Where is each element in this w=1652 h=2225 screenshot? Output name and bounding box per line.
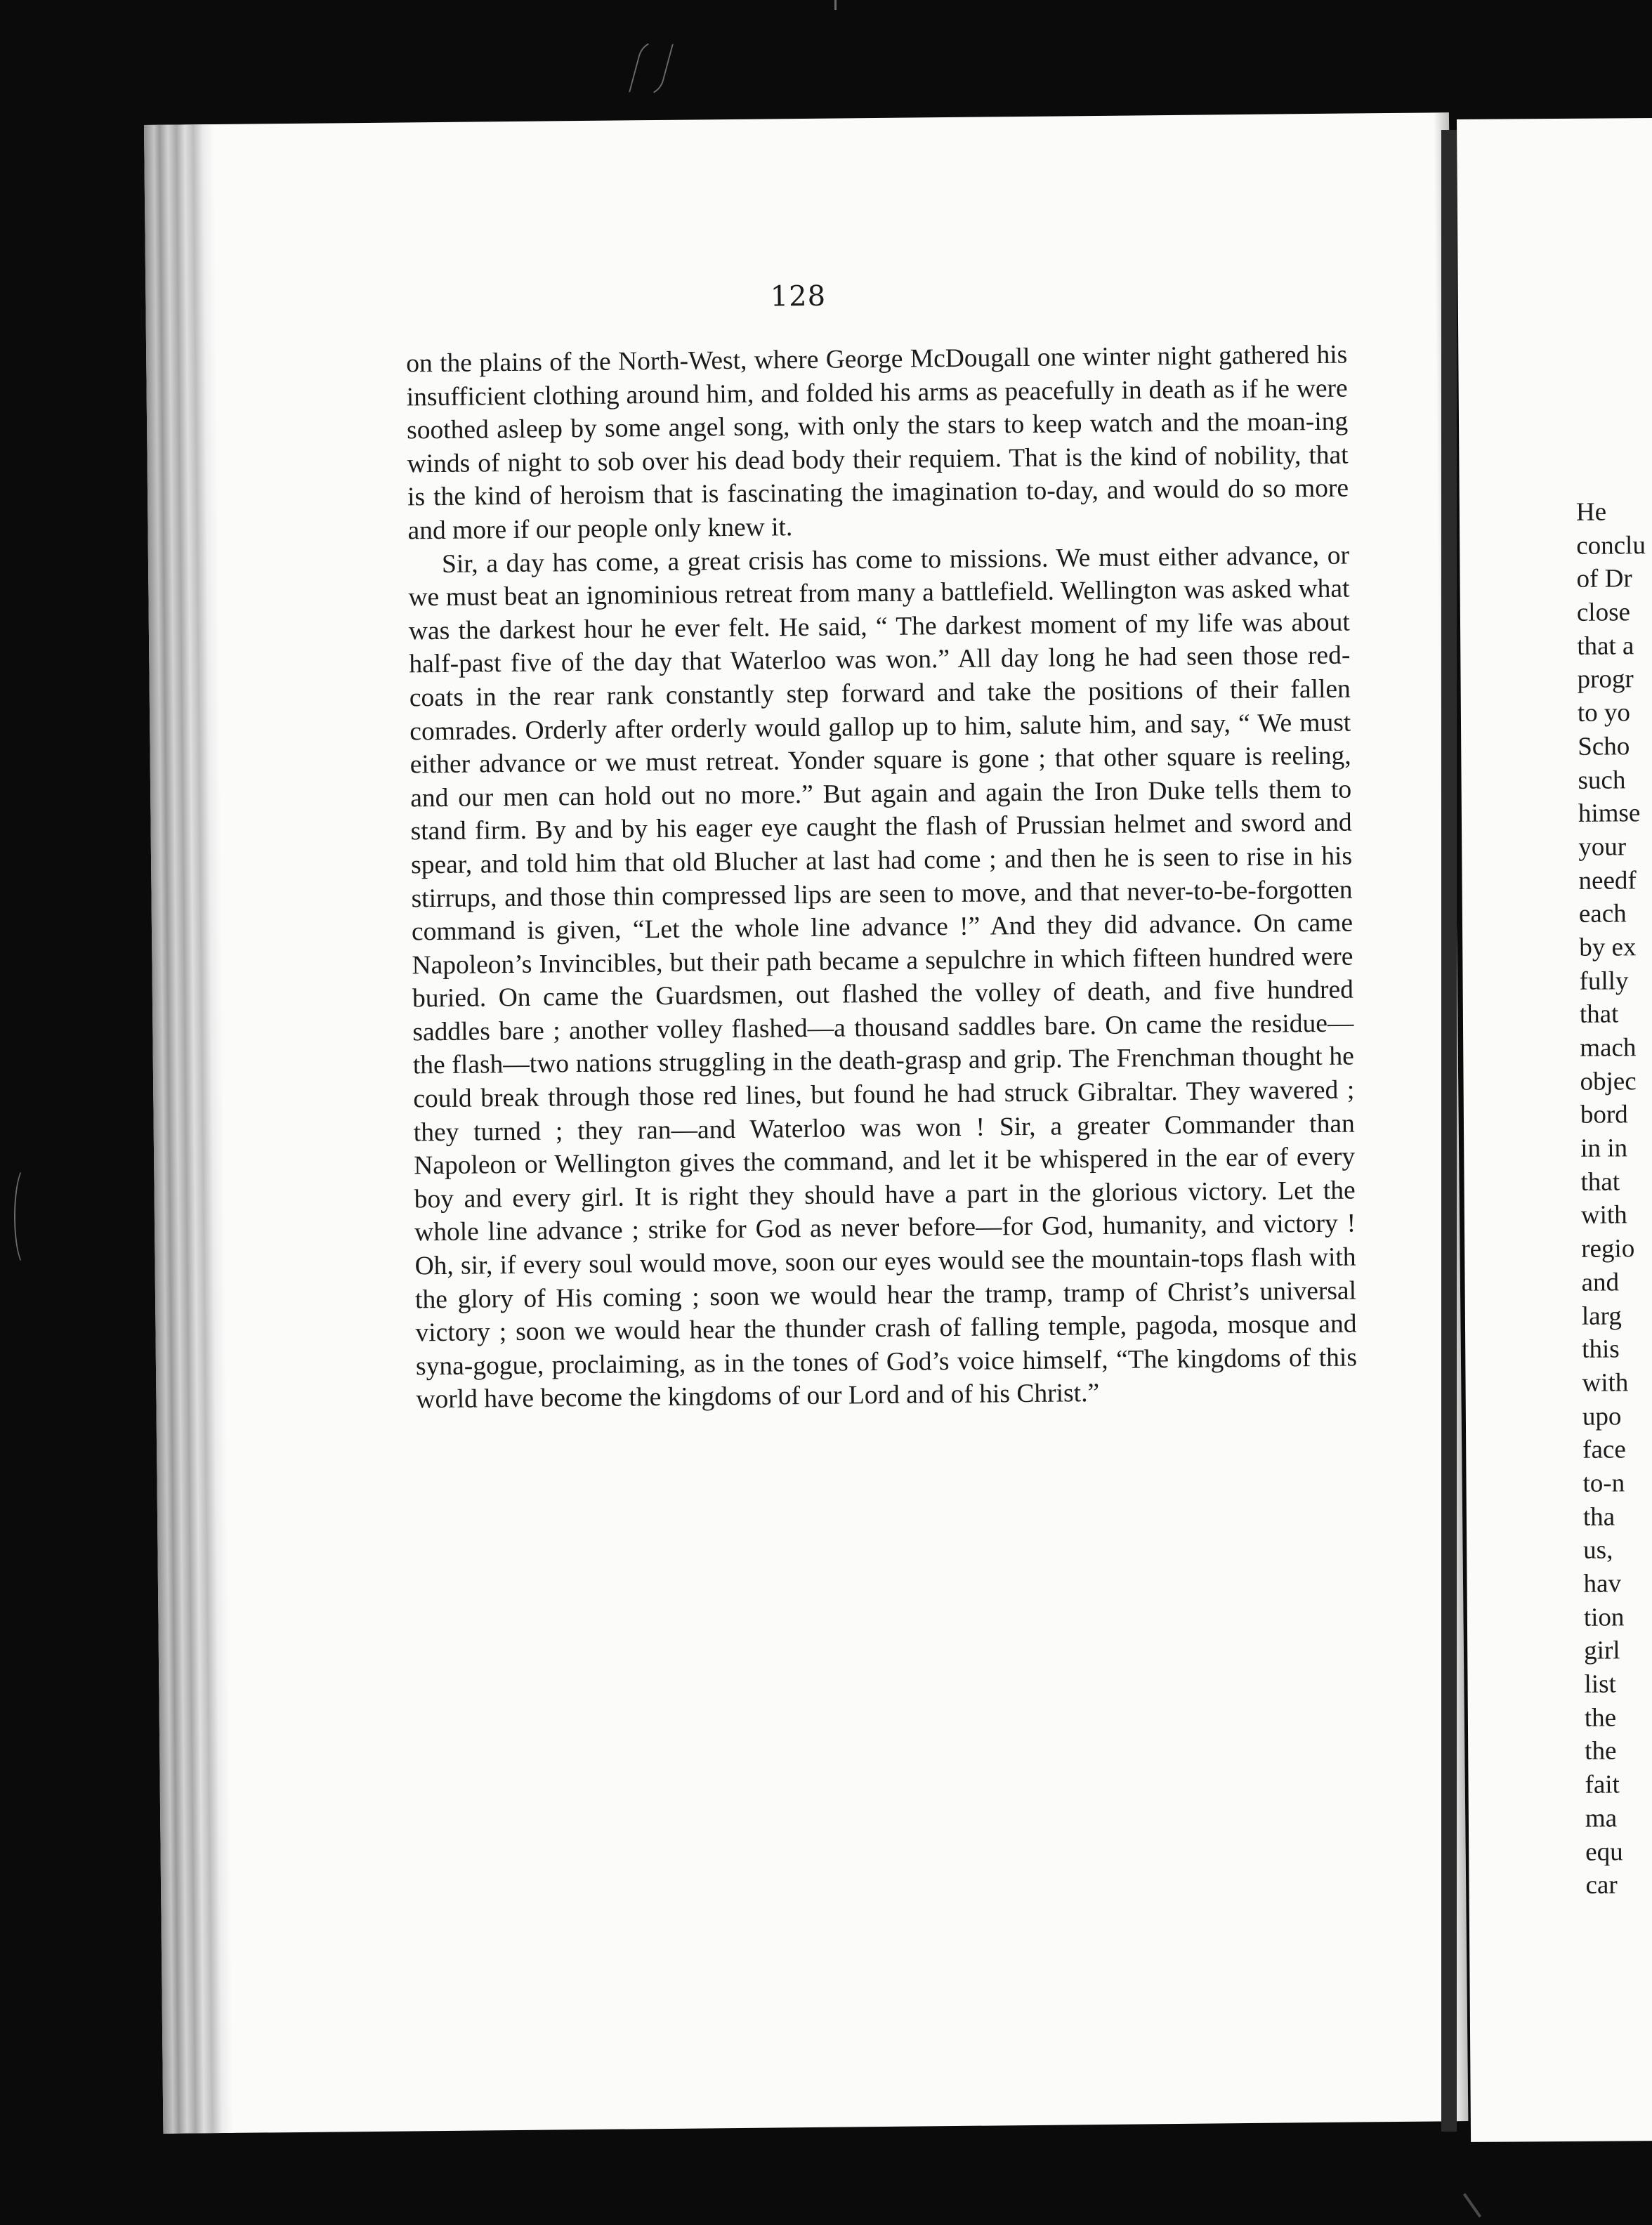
facing-page-line: car	[1585, 1870, 1618, 1900]
facing-page-line: upo	[1582, 1401, 1622, 1431]
facing-page-line: needf	[1578, 865, 1637, 895]
facing-page-line: and	[1581, 1268, 1620, 1297]
facing-page-line: that	[1579, 999, 1619, 1030]
facing-page-line: equ	[1585, 1837, 1623, 1867]
facing-page-line: Scho	[1578, 732, 1630, 761]
facing-page-line: himse	[1578, 799, 1641, 829]
book-page-right-partial	[1457, 118, 1652, 2142]
facing-page-line: progr	[1577, 664, 1634, 695]
page-edges	[144, 124, 233, 2134]
facing-page-line: the	[1584, 1703, 1617, 1733]
page-divider	[1441, 130, 1457, 2132]
facing-page-line: this	[1582, 1334, 1620, 1364]
facing-page-line: bord	[1580, 1100, 1628, 1130]
scan-mark	[834, 0, 837, 10]
facing-page-line: conclu	[1576, 530, 1646, 560]
paragraph: Sir, a day has come, a great crisis has come to missions. We must either advance, or we must beat an ignominious retreat from many a battlefield. Wellington was asked what was the darkest hour he ever felt. He said, “ The darkest moment of my life was about half-past five of the day that Waterloo was won.” All day long he had seen those red-coats in the rear rank constantly step forward and take the positions of their fallen comrades. Orderly after orderly would gallop up to him, salute him, and say, “ We must either advance or we must retreat. Yonder square is gone ; that other square is reeling, and our men can hold out no more.” But again and again the Iron Duke tells them to stand firm. By and by his eager eye caught the flash of Prussian helmet and sword and spear, and told him that old Blucher at last had come ; and then he is seen to rise in his stirrups, and those thin compressed lips are seen to move, and that never-to-be-forgotten command is given, “Let the whole line advance !” And they did advance. On came Napoleon’s Invincibles, but their path became a sepulchre in which fifteen hundred were buried. On came the Guardsmen, out flashed the volley of death, and five hundred saddles bare ; another volley flashed—a thousand saddles bare. On came the residue—the flash—two nations struggling in the death-grasp and grip. The Frenchman thought he could break through those red lines, but found he had struck Gibraltar. They wavered ; they turned ; they ran—and Waterloo was won ! Sir, a greater Commander than Napoleon or Wellington gives the command, and let it be whispered in the ear of every boy and every girl. It is right they should have a part in the glorious victory. Let the whole line advance ; strike for God as never before—for God, humanity, and victory ! Oh, sir, if every soul would move, soon our eyes would see the mountain-tops flash with the glory of His coming ; soon we would hear the tramp, tramp of Christ’s universal victory ; soon we would hear the thunder crash of falling temple, pagoda, mosque and syna-gogue, proclaiming, as in the tones of God’s voice himself, “The kingdoms of this world have become the kingdoms of our Lord and of his Christ.”	[408, 541, 1358, 1415]
facing-page-line: list	[1584, 1669, 1616, 1699]
facing-page-line: your	[1578, 832, 1627, 862]
body-text	[406, 339, 1358, 1417]
facing-page-line: tion	[1583, 1603, 1625, 1632]
facing-page-line: by ex	[1579, 933, 1637, 962]
facing-page-line: with	[1582, 1368, 1629, 1398]
facing-page-line: that	[1580, 1167, 1620, 1197]
facing-page-text	[1576, 494, 1652, 1902]
facing-page-line: face	[1582, 1435, 1626, 1465]
facing-page-line: in in	[1580, 1134, 1628, 1163]
facing-page-line: of Dr	[1576, 564, 1632, 594]
facing-page-line: each	[1578, 899, 1627, 929]
book-page-left	[144, 112, 1468, 2134]
facing-page-line: with	[1580, 1200, 1627, 1230]
scan-mark	[1463, 2193, 1481, 2217]
facing-page-line: He	[1575, 497, 1607, 527]
facing-page-line: fully	[1579, 966, 1629, 996]
facing-page-line: close	[1576, 598, 1631, 627]
facing-page-line: that a	[1577, 631, 1634, 661]
facing-page-line: to-n	[1582, 1469, 1625, 1498]
facing-page-line: mach	[1580, 1033, 1637, 1063]
facing-page-line: larg	[1581, 1301, 1622, 1331]
facing-page-line: ma	[1585, 1804, 1618, 1833]
facing-page-line: to yo	[1577, 698, 1631, 728]
page-number: 128	[770, 280, 827, 313]
facing-page-line: fait	[1585, 1770, 1620, 1799]
facing-page-line: objec	[1580, 1066, 1637, 1096]
facing-page-line: such	[1578, 765, 1626, 795]
scan-mark	[14, 1166, 38, 1267]
facing-page-line: girl	[1584, 1636, 1620, 1666]
facing-page-line: tha	[1582, 1502, 1615, 1532]
scan-mark	[629, 36, 674, 101]
paragraph: on the plains of the North-West, where George McDougall one winter night gathered his insufficient clothing around him, and folded his arms as peacefully in death as if he were soothed asleep by some angel song, with only the stars to keep watch and the moan-ing winds of night to sob over his dead body their requiem. That is the kind of nobility, that is the kind of heroism that is fascinating the imagination to-day, and would do so more and more if our people only knew it.	[406, 340, 1349, 546]
facing-page-line: regio	[1581, 1234, 1635, 1264]
facing-page-line: the	[1585, 1736, 1617, 1766]
facing-page-line: us,	[1583, 1535, 1613, 1566]
facing-page-line: hav	[1583, 1569, 1622, 1599]
